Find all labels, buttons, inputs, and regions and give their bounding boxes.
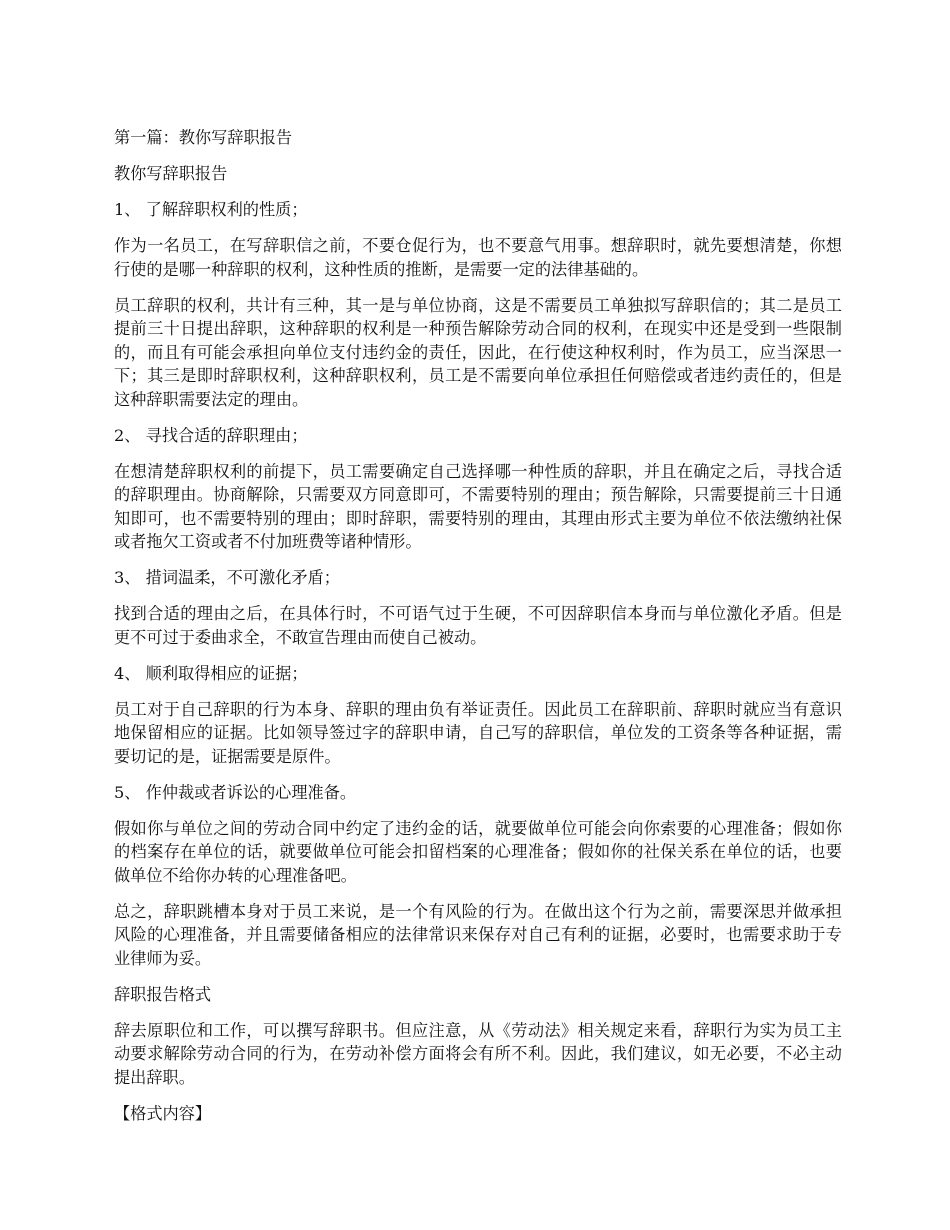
- paragraph-5: 员工对于自己辞职的行为本身、辞职的理由负有举证责任。因此员工在辞职前、辞职时就应当有意识地保留相应的证据。比如领导签过字的辞职申请，自己写的辞职信，单位发的工资条等各种证据，需要切记的是，证据需要是原件。: [114, 699, 842, 766]
- paragraph-4: 找到合适的理由之后，在具体行时，不可语气过于生硬，不可因辞职信本身而与单位激化矛盾。但是更不可过于委曲求全，不敢宣告理由而使自己被动。: [114, 604, 842, 647]
- paragraph-3: 在想清楚辞职权利的前提下，员工需要确定自己选择哪一种性质的辞职，并且在确定之后，寻找合适的辞职理由。协商解除，只需要双方同意即可，不需要特别的理由；预告解除，只需要提前三十日通知即可，也不需要特别的理由；即时辞职，需要特别的理由，其理由形式主要为单位不依法缴纳社保或者拖欠工资或者不付加班费等诸种情形。: [114, 461, 842, 551]
- section-heading-5: 5、 作仲裁或者诉讼的心理准备。: [114, 782, 357, 802]
- section-heading-2: 2、 寻找合适的辞职理由；: [114, 425, 308, 445]
- section-heading-3: 3、 措词温柔，不可激化矛盾；: [114, 568, 340, 587]
- paragraph-6: 假如你与单位之间的劳动合同中约定了违约金的话，就要做单位可能会向你索要的心理准备；假如你的档案存在单位的话，就要做单位可能会扣留档案的心理准备；假如你的社保关系在单位的话，也要做单位不给你办转的心理准备吧。: [114, 818, 842, 885]
- document-subtitle: 教你写辞职报告: [114, 164, 228, 183]
- paragraph-8: 辞去原职位和工作，可以撰写辞职书。但应注意，从《劳动法》相关规定来看，辞职行为实为员工主动要求解除劳动合同的行为，在劳动补偿方面将会有所不利。因此，我们建议，如无必要，不必主动提出辞职。: [114, 1020, 842, 1087]
- paragraph-1: 作为一名员工，在写辞职信之前，不要仓促行为，也不要意气用事。想辞职时，就先要想清楚，你想行使的是哪一种辞职的权利，这种性质的推断，是需要一定的法律基础的。: [114, 236, 842, 279]
- document-title: 第一篇：教你写辞职报告: [114, 128, 293, 147]
- format-heading: 辞职报告格式: [114, 984, 212, 1004]
- section-heading-4: 4、 顺利取得相应的证据；: [114, 663, 308, 683]
- document-page: [114, 126, 842, 1138]
- section-heading-1: 1、 了解辞职权利的性质；: [114, 200, 308, 219]
- paragraph-2: 员工辞职的权利，共计有三种，其一是与单位协商，这是不需要员工单独拟写辞职信的；其二是员工提前三十日提出辞职，这种辞职的权利是一种预告解除劳动合同的权利，在现实中还是受到一些限制的，而且有可能会承担向单位支付违约金的责任，因此，在行使这种权利时，作为员工，应当深思一下；其三是即时辞职权利，这种辞职权利，员工是不需要向单位承担任何赔偿或者违约责任的，但是这种辞职需要法定的理由。: [114, 295, 842, 409]
- paragraph-7: 总之，辞职跳槽本身对于员工来说，是一个有风险的行为。在做出这个行为之前，需要深思并做承担风险的心理准备，并且需要储备相应的法律常识来保存对自己有利的证据，必要时，也需要求助于专业律师为妥。: [114, 901, 842, 968]
- format-content-heading: 【格式内容】: [114, 1103, 212, 1123]
